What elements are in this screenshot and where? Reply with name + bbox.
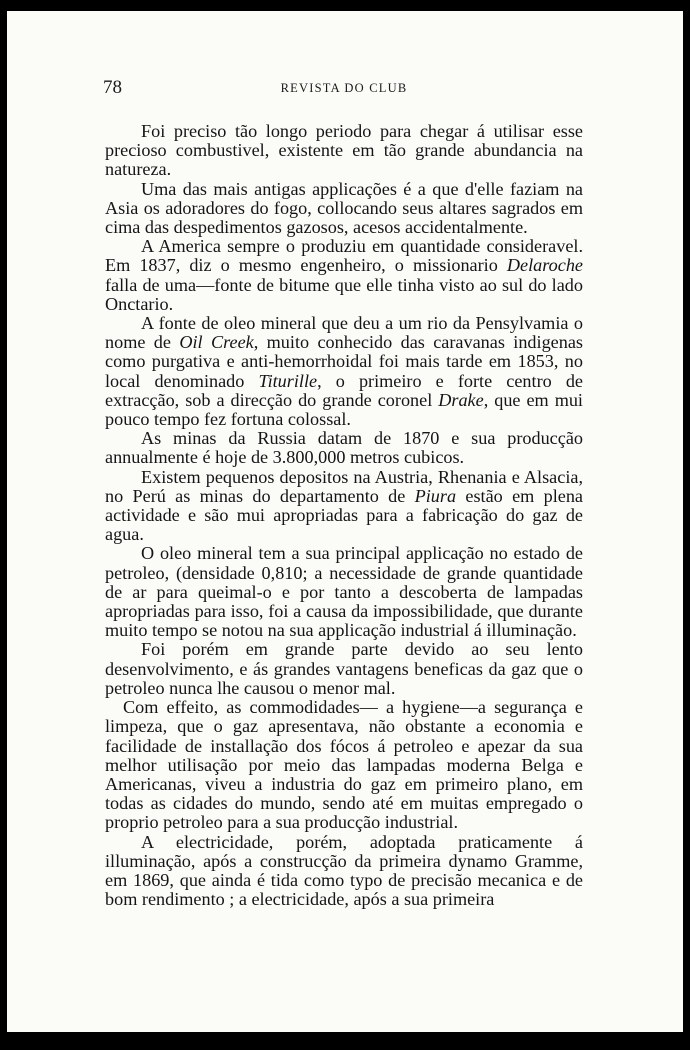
italic-place: Piura — [414, 485, 457, 506]
paragraph: As minas da Russia datam de 1870 e sua producção annualmente é hoje de 3.800,000 metros cubicos. — [105, 428, 583, 468]
paragraph: A fonte de oleo mineral que deu a um rio da Pensylvamia o nome de Oil Creek, muito conhecido das caravanas indigenas como purgativa e anti-hemorrhoidal foi mais tarde em 1853, no local denominado Titurille, o primeiro e forte centro de extracção, sob a direcção do grande coronel Drake, que em mui pouco tempo fez fortuna colossal. — [105, 313, 583, 430]
paragraph: Foi porém em grande parte devido ao seu lento desenvolvimento, e ás grandes vantagens beneficas da gaz que o petroleo nunca lhe causou o menor mal. — [105, 639, 583, 698]
paragraph: A America sempre o produziu em quantidade consideravel. Em 1837, diz o mesmo engenheiro, o missionario Delaroche falla de uma—fonte de bitume que elle tinha visto ao sul do lado Onctario. — [105, 236, 583, 314]
running-title: REVISTA DO CLUB — [280, 81, 408, 95]
article-body — [105, 122, 583, 909]
italic-place: Oil Creek — [179, 332, 254, 353]
paragraph: A electricidade, porém, adoptada praticamente á illuminação, após a construcção da primeira dynamo Gramme, em 1869, que ainda é tida como typo de precisão mecanica e de bom rendimento ; a electricidade, após a sua primeira — [105, 831, 583, 910]
page-number: 78 — [103, 77, 122, 98]
italic-place: Titurille — [258, 370, 318, 391]
paragraph: Com effeito, as commodidades— a hygiene—a segurança e limpeza, que o gaz apresentava, não obstante a economia e facilidade de installação dos fócos á petroleo e apezar da sua melhor utilisação por meio das lampadas moderna Belga e Americanas, viveu a industria do gaz em primeiro plano, em todas as cidades do mundo, sendo até em muitas empregado o proprio petroleo para a sua producção industrial. — [105, 697, 583, 833]
book-page — [7, 11, 683, 1032]
paragraph: Existem pequenos depositos na Austria, Rhenania e Alsacia, no Perú as minas do departamento de Piura estão em plena actividade e são mui apropriadas para a fabricação do gaz de agua. — [105, 466, 583, 545]
page-header — [103, 77, 585, 101]
paragraph: O oleo mineral tem a sua principal applicação no estado de petroleo, (densidade 0,810; a necessidade de grande quantidade de ar para queimal-o e por tanto a descoberta de lampadas apropriadas para isso, foi a causa da impossibilidade, que durante muito tempo se notou na sua applicação industrial á illuminação. — [105, 543, 583, 641]
paragraph: Uma das mais antigas applicações é a que d'elle faziam na Asia os adoradores do fogo, collocando seus altares sagrados em cima das despedimentos gazosos, acesos accidentalmente. — [105, 178, 583, 238]
paragraph: Foi preciso tão longo periodo para chegar á utilisar esse precioso combustivel, existente em tão grande abundancia na natureza. — [105, 121, 583, 180]
italic-name: Delaroche — [506, 255, 583, 276]
italic-name: Drake — [438, 389, 484, 410]
